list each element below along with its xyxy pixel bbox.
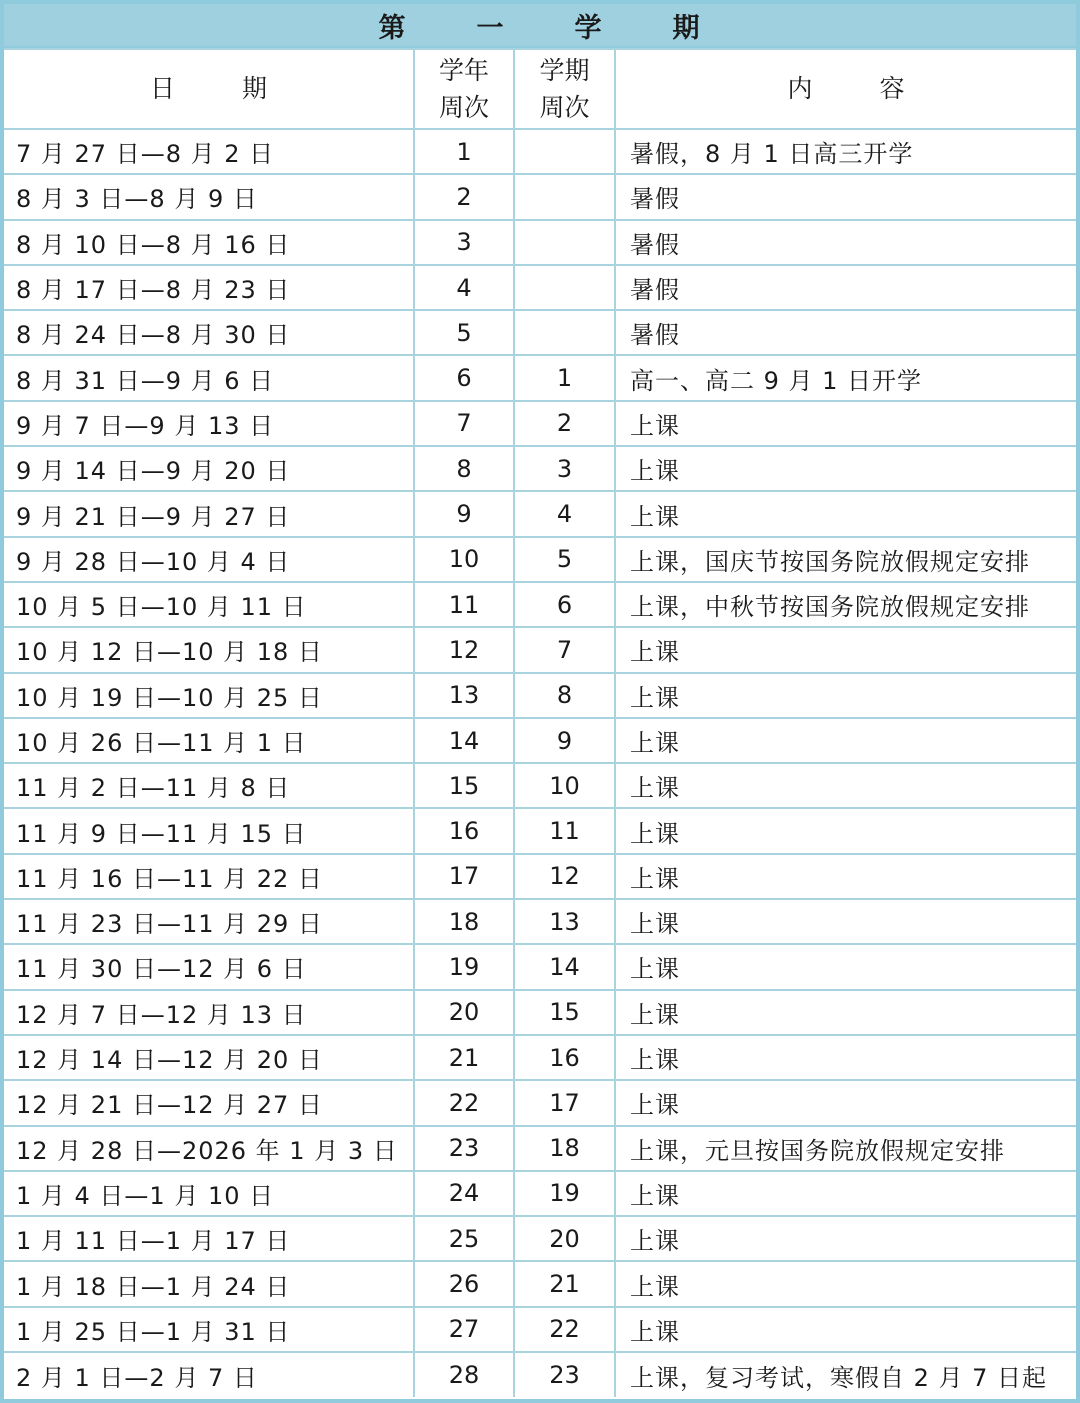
content-cell: 上课 (615, 673, 1076, 718)
term-week-cell: 18 (514, 1126, 615, 1171)
year-week-cell: 8 (414, 446, 514, 491)
term-week-cell: 5 (514, 537, 615, 582)
table-row (4, 944, 1076, 989)
date-cell: 9 月 7 日—9 月 13 日 (4, 401, 414, 446)
date-cell: 9 月 21 日—9 月 27 日 (4, 491, 414, 536)
content-cell: 上课，中秋节按国务院放假规定安排 (615, 582, 1076, 627)
table-row (4, 265, 1076, 310)
table-row (4, 446, 1076, 491)
date-cell: 10 月 12 日—10 月 18 日 (4, 627, 414, 672)
term-week-cell: 19 (514, 1171, 615, 1216)
year-week-cell: 4 (414, 265, 514, 310)
header-content: 内 容 (615, 49, 1076, 129)
content-cell: 上课 (615, 990, 1076, 1035)
content-cell: 上课 (615, 1261, 1076, 1306)
table-row (4, 899, 1076, 944)
year-week-cell: 23 (414, 1126, 514, 1171)
content-cell: 上课 (615, 718, 1076, 763)
content-cell: 上课 (615, 808, 1076, 853)
content-cell: 暑假 (615, 174, 1076, 219)
content-cell: 上课 (615, 1035, 1076, 1080)
title-char: 第 (378, 12, 408, 44)
table-row (4, 582, 1076, 627)
date-cell: 10 月 5 日—10 月 11 日 (4, 582, 414, 627)
date-cell: 11 月 23 日—11 月 29 日 (4, 899, 414, 944)
date-cell: 11 月 9 日—11 月 15 日 (4, 808, 414, 853)
date-cell: 9 月 28 日—10 月 4 日 (4, 537, 414, 582)
content-cell: 高一、高二 9 月 1 日开学 (615, 355, 1076, 400)
date-cell: 10 月 26 日—11 月 1 日 (4, 718, 414, 763)
content-cell: 上课 (615, 854, 1076, 899)
year-week-cell: 10 (414, 537, 514, 582)
table-row (4, 673, 1076, 718)
content-cell: 上课，复习考试，寒假自 2 月 7 日起 (615, 1352, 1076, 1397)
year-week-cell: 27 (414, 1307, 514, 1352)
content-cell: 上课 (615, 944, 1076, 989)
table-row (4, 1352, 1076, 1397)
year-week-cell: 24 (414, 1171, 514, 1216)
date-cell: 12 月 21 日—12 月 27 日 (4, 1080, 414, 1125)
table-row (4, 174, 1076, 219)
term-week-cell: 4 (514, 491, 615, 536)
term-week-cell: 11 (514, 808, 615, 853)
content-cell: 暑假 (615, 310, 1076, 355)
term-week-cell: 7 (514, 627, 615, 672)
date-cell: 8 月 24 日—8 月 30 日 (4, 310, 414, 355)
term-week-cell: 12 (514, 854, 615, 899)
content-cell: 暑假 (615, 265, 1076, 310)
table-row (4, 1307, 1076, 1352)
table-row (4, 491, 1076, 536)
page-title (4, 4, 1076, 48)
content-cell: 上课 (615, 1080, 1076, 1125)
date-cell: 12 月 7 日—12 月 13 日 (4, 990, 414, 1035)
table-row (4, 537, 1076, 582)
date-cell: 11 月 30 日—12 月 6 日 (4, 944, 414, 989)
title-char: 期 (672, 12, 702, 44)
table-row (4, 1126, 1076, 1171)
date-cell: 12 月 28 日—2026 年 1 月 3 日 (4, 1126, 414, 1171)
content-cell: 上课 (615, 763, 1076, 808)
table-body (4, 129, 1076, 1397)
term-week-cell: 23 (514, 1352, 615, 1397)
year-week-cell: 19 (414, 944, 514, 989)
table-row (4, 310, 1076, 355)
date-cell: 9 月 14 日—9 月 20 日 (4, 446, 414, 491)
term-week-cell: 9 (514, 718, 615, 763)
year-week-cell: 5 (414, 310, 514, 355)
table-row (4, 129, 1076, 174)
year-week-cell: 21 (414, 1035, 514, 1080)
term-week-cell (514, 310, 615, 355)
table-row (4, 627, 1076, 672)
term-week-cell: 21 (514, 1261, 615, 1306)
date-cell: 2 月 1 日—2 月 7 日 (4, 1352, 414, 1397)
term-week-cell: 8 (514, 673, 615, 718)
date-cell: 1 月 18 日—1 月 24 日 (4, 1261, 414, 1306)
term-week-cell (514, 220, 615, 265)
year-week-cell: 2 (414, 174, 514, 219)
content-cell: 上课，国庆节按国务院放假规定安排 (615, 537, 1076, 582)
year-week-cell: 11 (414, 582, 514, 627)
date-cell: 12 月 14 日—12 月 20 日 (4, 1035, 414, 1080)
year-week-cell: 13 (414, 673, 514, 718)
term-week-cell: 1 (514, 355, 615, 400)
term-week-cell: 10 (514, 763, 615, 808)
content-cell: 暑假，8 月 1 日高三开学 (615, 129, 1076, 174)
term-week-cell: 22 (514, 1307, 615, 1352)
title-char: 学 (574, 12, 604, 44)
table-row (4, 763, 1076, 808)
table-header-row (4, 49, 1076, 129)
date-cell: 1 月 25 日—1 月 31 日 (4, 1307, 414, 1352)
term-week-cell (514, 129, 615, 174)
term-week-cell: 3 (514, 446, 615, 491)
year-week-cell: 20 (414, 990, 514, 1035)
year-week-cell: 7 (414, 401, 514, 446)
date-cell: 8 月 10 日—8 月 16 日 (4, 220, 414, 265)
content-cell: 上课 (615, 446, 1076, 491)
content-cell: 上课，元旦按国务院放假规定安排 (615, 1126, 1076, 1171)
year-week-cell: 3 (414, 220, 514, 265)
table-row (4, 401, 1076, 446)
year-week-cell: 22 (414, 1080, 514, 1125)
term-week-cell (514, 265, 615, 310)
content-cell: 上课 (615, 627, 1076, 672)
header-date: 日 期 (4, 49, 414, 129)
table-row (4, 1080, 1076, 1125)
table-row (4, 355, 1076, 400)
table-row (4, 718, 1076, 763)
term-week-cell: 17 (514, 1080, 615, 1125)
date-cell: 8 月 17 日—8 月 23 日 (4, 265, 414, 310)
content-cell: 上课 (615, 1307, 1076, 1352)
date-cell: 1 月 11 日—1 月 17 日 (4, 1216, 414, 1261)
year-week-cell: 1 (414, 129, 514, 174)
table-row (4, 1171, 1076, 1216)
year-week-cell: 12 (414, 627, 514, 672)
content-cell: 暑假 (615, 220, 1076, 265)
content-cell: 上课 (615, 491, 1076, 536)
year-week-cell: 28 (414, 1352, 514, 1397)
date-cell: 11 月 16 日—11 月 22 日 (4, 854, 414, 899)
table-row (4, 1035, 1076, 1080)
term-week-cell: 20 (514, 1216, 615, 1261)
schedule-table (4, 48, 1076, 1397)
date-cell: 1 月 4 日—1 月 10 日 (4, 1171, 414, 1216)
term-week-cell: 2 (514, 401, 615, 446)
table-row (4, 1216, 1076, 1261)
title-char: 一 (476, 12, 506, 44)
content-cell: 上课 (615, 401, 1076, 446)
term-week-cell (514, 174, 615, 219)
date-cell: 11 月 2 日—11 月 8 日 (4, 763, 414, 808)
header-term-week: 学期 周次 (514, 49, 615, 129)
content-cell: 上课 (615, 1216, 1076, 1261)
term-week-cell: 14 (514, 944, 615, 989)
year-week-cell: 18 (414, 899, 514, 944)
content-cell: 上课 (615, 1171, 1076, 1216)
year-week-cell: 14 (414, 718, 514, 763)
table-row (4, 808, 1076, 853)
year-week-cell: 6 (414, 355, 514, 400)
table-row (4, 1261, 1076, 1306)
term-week-cell: 13 (514, 899, 615, 944)
year-week-cell: 26 (414, 1261, 514, 1306)
year-week-cell: 17 (414, 854, 514, 899)
date-cell: 8 月 31 日—9 月 6 日 (4, 355, 414, 400)
year-week-cell: 15 (414, 763, 514, 808)
year-week-cell: 25 (414, 1216, 514, 1261)
year-week-cell: 16 (414, 808, 514, 853)
term-week-cell: 6 (514, 582, 615, 627)
term-week-cell: 15 (514, 990, 615, 1035)
year-week-cell: 9 (414, 491, 514, 536)
table-row (4, 990, 1076, 1035)
table-row (4, 854, 1076, 899)
date-cell: 7 月 27 日—8 月 2 日 (4, 129, 414, 174)
header-year-week: 学年 周次 (414, 49, 514, 129)
content-cell: 上课 (615, 899, 1076, 944)
date-cell: 10 月 19 日—10 月 25 日 (4, 673, 414, 718)
date-cell: 8 月 3 日—8 月 9 日 (4, 174, 414, 219)
term-week-cell: 16 (514, 1035, 615, 1080)
table-row (4, 220, 1076, 265)
